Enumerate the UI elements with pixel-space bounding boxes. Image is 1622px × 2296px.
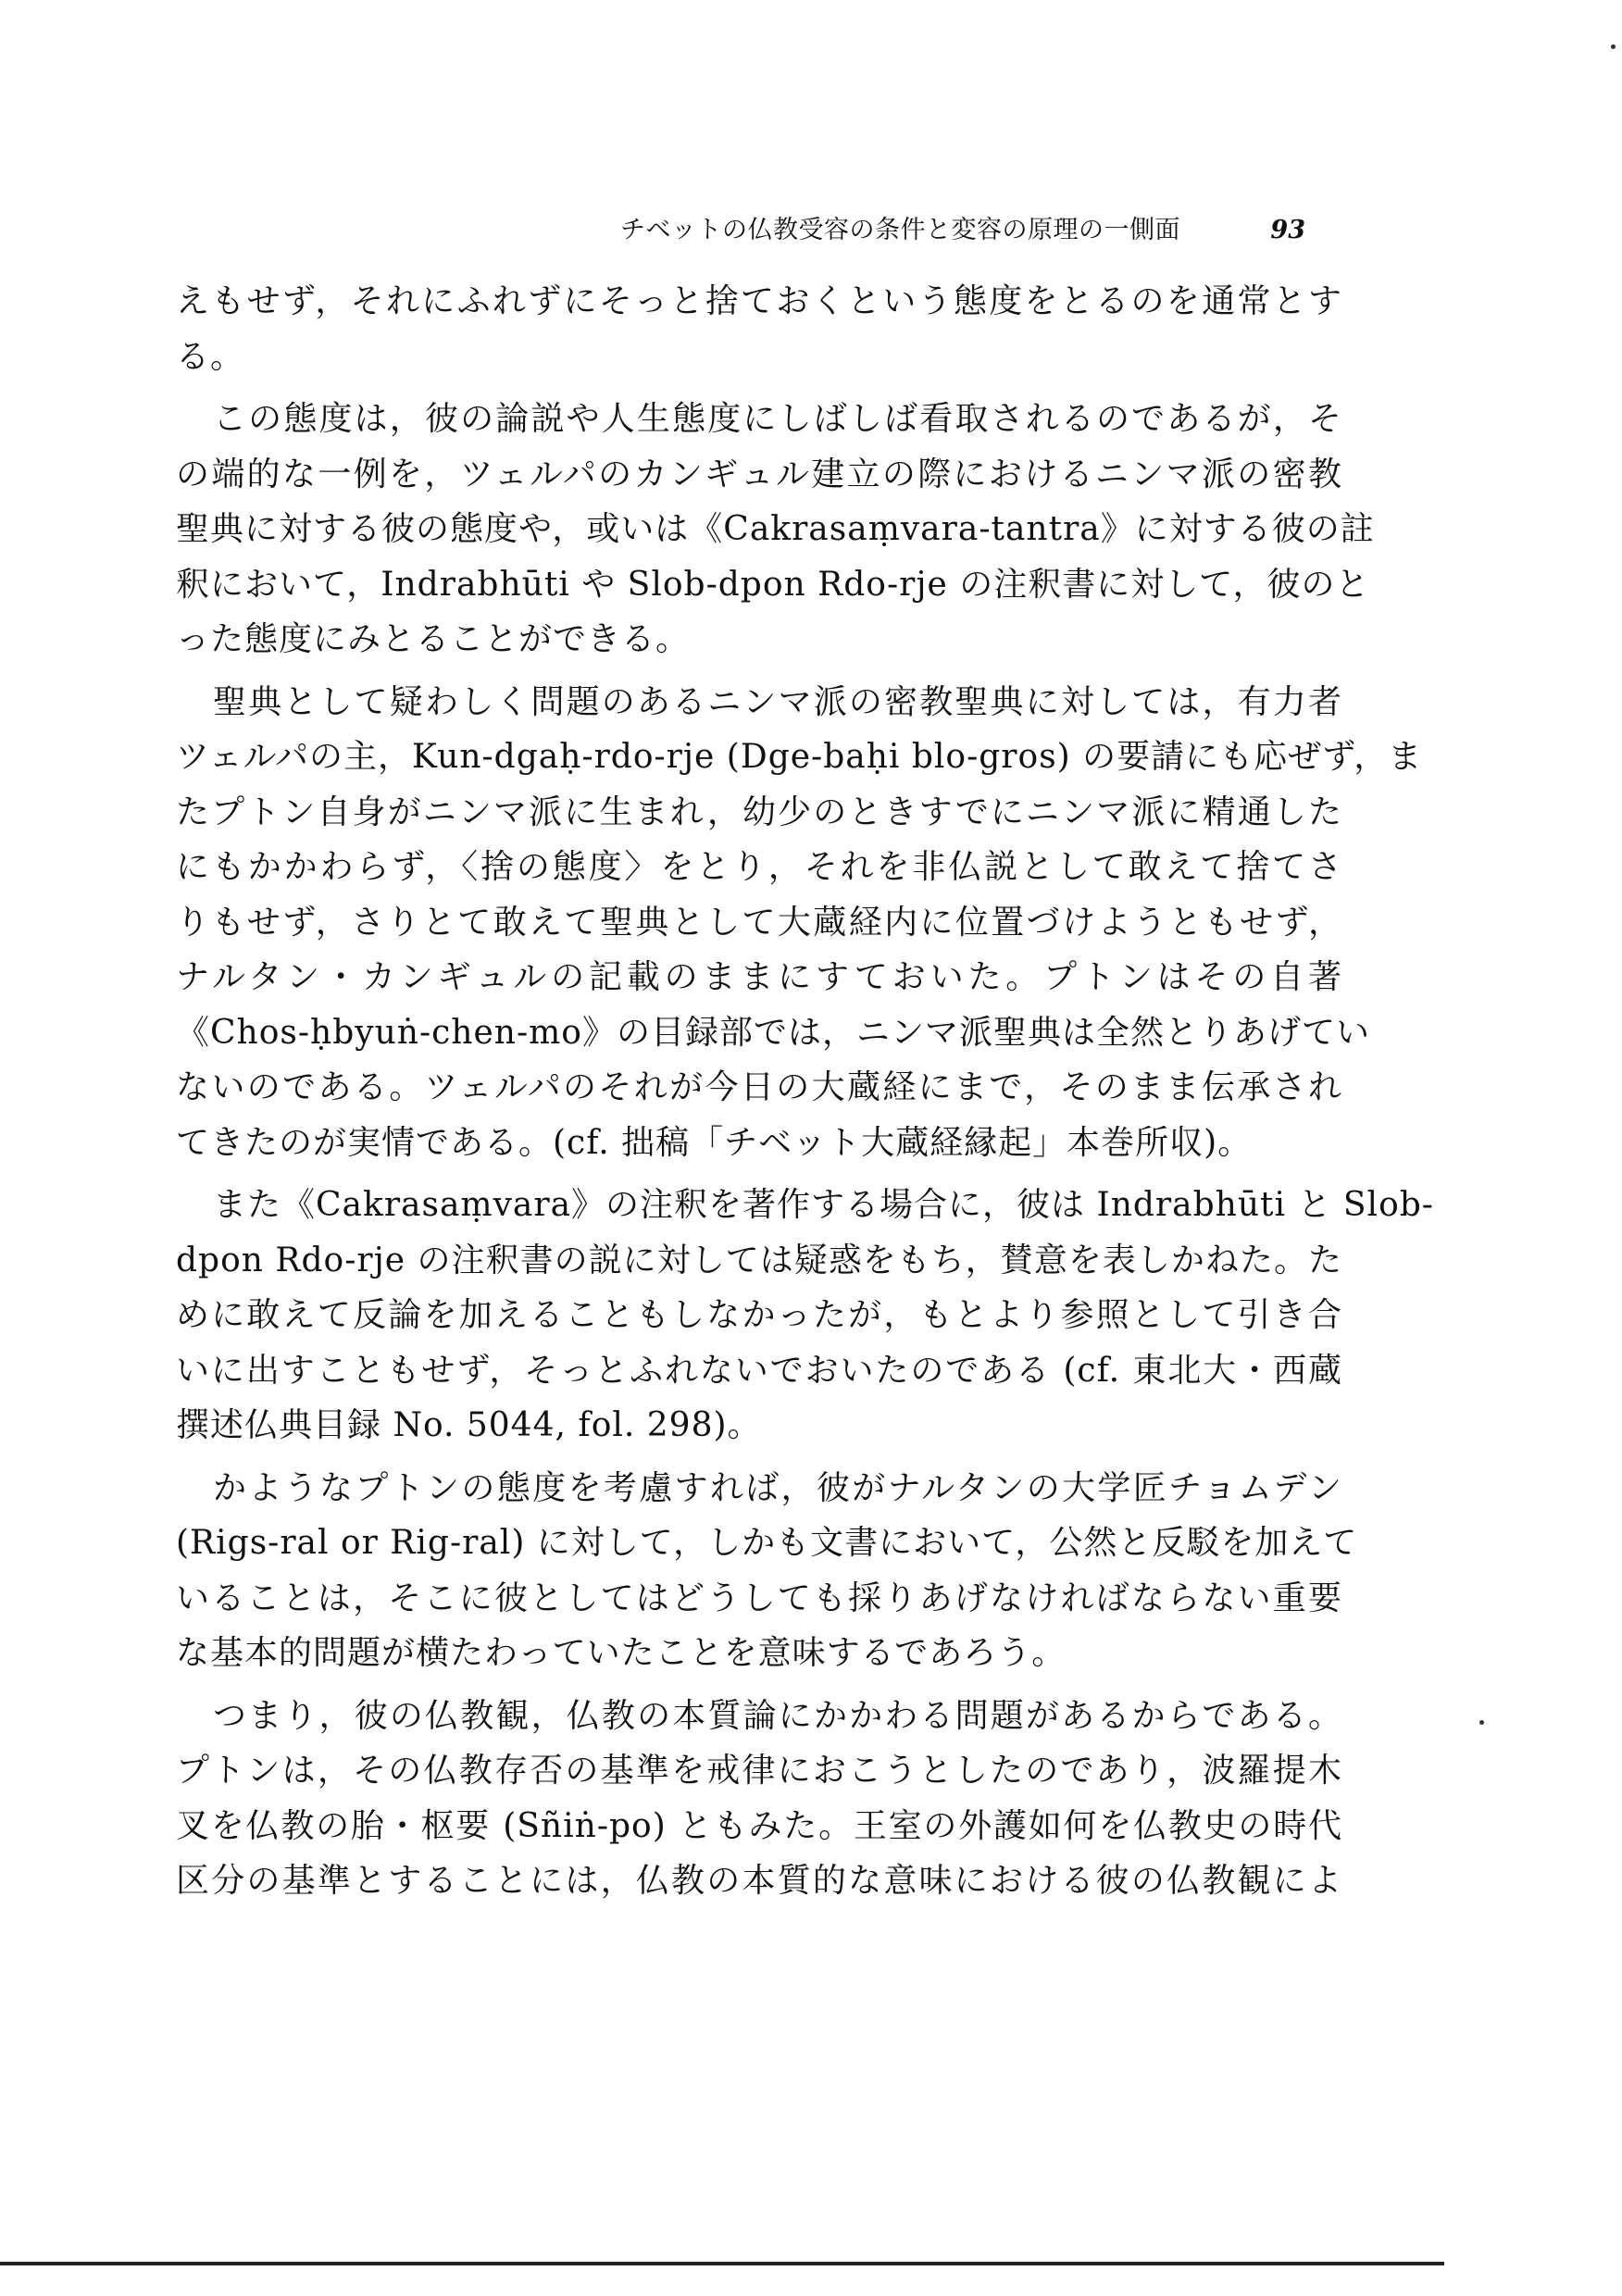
text-line: にもかかわらず，〈捨の態度〉をとり，それを非仏説として敢えて捨てさ [176,848,1342,886]
text-line: 聖典に対する彼の態度や，或いは《Cakrasaṃvara-tantra》に対する彼の註 [176,510,1375,548]
text-line: 聖典として疑わしく問題のあるニンマ派の密教聖典に対しては，有力者 [213,682,1342,721]
text-line: また《Cakrasaṃvara》の注釈を著作する場合に，彼は Indrabhūti と Slob- [213,1186,1434,1224]
text-line: った態度にみとることができる。 [176,620,691,658]
text-line: プトンは，その仏教存否の基準を戒律におこうとしたのであり，波羅提木 [176,1752,1342,1790]
text-line: る。 [176,337,245,376]
text-line: な基本的問題が横たわっていたことを意味するであろう。 [176,1634,1067,1672]
text-line: いることは，そこに彼としてはどうしても採りあげなければならない重要 [176,1578,1342,1617]
text-line: この態度は，彼の論説や人生態度にしばしば看取されるのであるが，そ [213,400,1342,438]
text-line: ツェルパの主，Kun-dgaḥ-rdo-rje (Dge-baḥi blo-gros) の要請にも応ぜず，ま [176,738,1423,776]
scan-speck [1611,44,1616,49]
text-line: の端的な一例を，ツェルパのカンギュル建立の際におけるニンマ派の密教 [176,455,1342,493]
body-text [176,274,1434,1909]
text-line: 撰述仏典目録 No. 5044, fol. 298)。 [176,1406,762,1444]
text-line: えもせず，それにふれずにそっと捨ておくという態度をとるのを通常とす [176,282,1342,320]
text-line: 区分の基準とすることには，仏教の本質的な意味における彼の仏教観によ [176,1862,1342,1900]
paragraph [176,392,1375,668]
bottom-rule [0,2262,1444,2265]
text-line: (Rigs-ral or Rig-ral) に対して，しかも文書において，公然と反駁を加えて [176,1524,1358,1562]
running-head [620,212,1305,249]
text-line: いに出すこともせず，そっとふれないでおいたのである (cf. 東北大・西蔵 [176,1351,1342,1390]
text-line: ナルタン・カンギュルの記載のままにすておいた。プトンはその自著 [176,958,1342,996]
text-line: dpon Rdo-rje の注釈書の説に対しては疑惑をもち，賛意を表しかねた。た [176,1241,1342,1279]
text-line: 釈において，Indrabhūti や Slob-dpon Rdo-rje の注釈書に対して，彼のと [176,565,1370,604]
text-line: めに敢えて反論を加えることもしなかったが，もとより参照として引き合 [176,1296,1342,1334]
text-line: りもせず，さりとて敢えて聖典として大蔵経内に位置づけようともせず， [176,903,1342,942]
text-line: 《Chos-ḥbyuṅ-chen-mo》の目録部では，ニンマ派聖典は全然とりあげてい [176,1013,1370,1052]
text-line: ないのである。ツェルパのそれが今日の大蔵経にまで，そのまま伝承され [176,1068,1342,1106]
paragraph [176,274,1342,384]
text-line: 叉を仏教の胎・枢要 (Sñiṅ-po) ともみた。王室の外護如何を仏教史の時代 [176,1806,1342,1845]
text-line: たプトン自身がニンマ派に生まれ，幼少のときすでにニンマ派に精通した [176,792,1342,831]
scan-speck [1479,1720,1484,1725]
running-head-title: チベットの仏教受容の条件と変容の原理の一側面 [620,216,1180,244]
paragraph [176,675,1423,1171]
page-number: 93 [1270,216,1305,244]
paragraph [176,1178,1434,1454]
paragraph [176,1461,1358,1681]
text-line: てきたのが実情である。(cf. 拙稿「チベット大蔵経縁起」本巻所収)。 [176,1123,1253,1162]
text-line: つまり，彼の仏教観，仏教の本質論にかかわる問題があるからである。 [213,1696,1342,1735]
text-line: かようなプトンの態度を考慮すれば，彼がナルタンの大学匠チョムデン [213,1468,1342,1507]
paragraph [176,1689,1342,1909]
